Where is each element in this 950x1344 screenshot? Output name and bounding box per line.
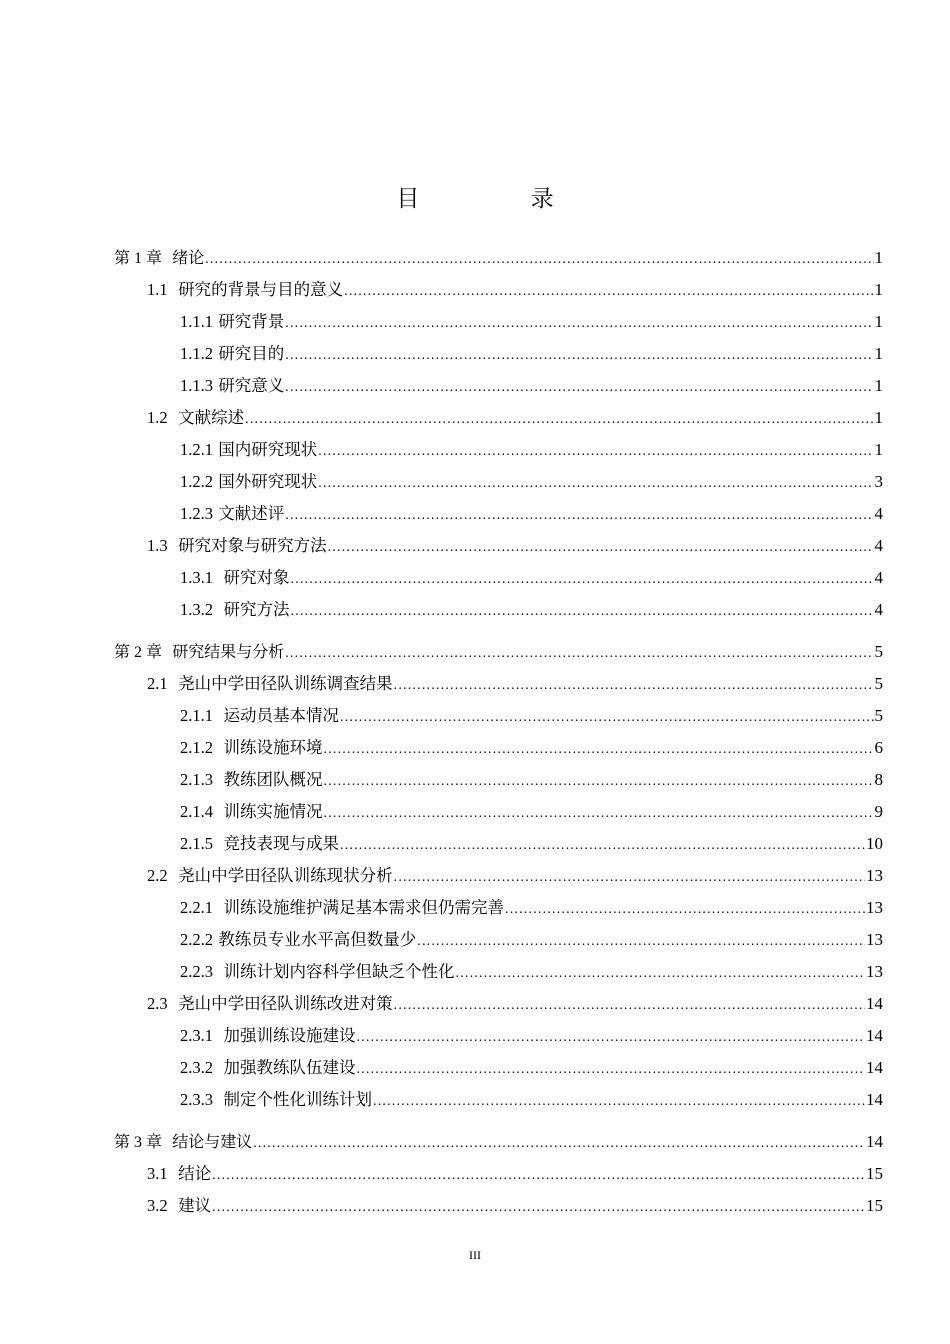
toc-entry-page: 1 (874, 312, 883, 331)
toc-entry[interactable] (114, 1158, 883, 1190)
toc-entry-page: 3 (874, 472, 883, 491)
toc-entry-page: 1 (874, 248, 883, 267)
toc-entry-label: 教练员专业水平高但数量少 (218, 930, 417, 949)
toc-leader-dots (285, 308, 873, 340)
toc-leader-dots (285, 340, 873, 372)
toc-entry-number: 1.1.2 (180, 344, 213, 363)
toc-entry-label: 教练团队概况 (223, 770, 323, 789)
toc-entry-separator (213, 600, 224, 619)
toc-leader-dots (373, 1086, 865, 1118)
toc-entry-number: 1.3.1 (180, 568, 213, 587)
toc-leader-dots (324, 734, 874, 766)
toc-entry-number: 第 2 章 (114, 644, 163, 661)
toc-leader-dots (417, 926, 865, 958)
toc-entry-separator (213, 898, 224, 917)
toc-leader-dots (357, 1022, 866, 1054)
toc-entry-label: 训练设施维护满足基本需求但仍需完善 (223, 898, 504, 917)
toc-entry-separator (213, 962, 224, 981)
toc-entry-number: 2.1.5 (180, 834, 213, 853)
toc-entry-page: 1 (874, 344, 883, 363)
toc-entry[interactable] (114, 1052, 883, 1084)
toc-leader-dots (205, 244, 873, 276)
toc-entry-separator (213, 1026, 224, 1045)
toc-entry-page: 10 (866, 834, 883, 853)
toc-entry-title (180, 466, 317, 498)
toc-entry-title (180, 924, 416, 956)
toc-entry-page: 4 (874, 600, 883, 619)
toc-entry[interactable] (114, 860, 883, 892)
toc-entry-number: 1.2 (147, 408, 168, 427)
toc-entry-title (180, 306, 284, 338)
toc-entry[interactable] (114, 988, 883, 1020)
toc-entry-number: 2.2 (147, 866, 168, 885)
toc-entry-separator (213, 568, 224, 587)
toc-entry-label: 运动员基本情况 (223, 706, 339, 725)
toc-entry-title (180, 700, 339, 732)
toc-leader-dots (340, 830, 865, 862)
toc-entry-title (147, 1158, 211, 1190)
toc-entry-number: 1.1.1 (180, 312, 213, 331)
toc-entry-number: 2.3 (147, 994, 168, 1013)
toc-entry-label: 结论 (178, 1164, 212, 1183)
toc-entry-title (180, 498, 284, 530)
toc-entry-number: 1.2.2 (180, 472, 213, 491)
toc-entry-page: 13 (866, 930, 883, 949)
toc-entry-separator (168, 866, 179, 885)
toc-entry-page: 4 (874, 536, 883, 555)
toc-entry-label: 训练设施环境 (223, 738, 323, 757)
toc-leader-dots (245, 404, 873, 436)
toc-entry-number: 第 1 章 (114, 250, 163, 267)
toc-entry-title (180, 956, 455, 988)
toc-entry-title (180, 892, 504, 924)
toc-entry[interactable] (114, 594, 883, 626)
toc-leader-dots (505, 894, 865, 926)
toc-leader-dots (324, 798, 874, 830)
toc-entry-separator (168, 408, 179, 427)
toc-entry-separator (213, 1090, 224, 1109)
toc-entry[interactable] (114, 828, 883, 860)
toc-entry-label: 文献述评 (218, 504, 285, 523)
toc-entry-title (114, 242, 204, 275)
toc-entry-number: 3.1 (147, 1164, 168, 1183)
toc-entry-number: 1.2.1 (180, 440, 213, 459)
toc-entry-title (180, 1020, 356, 1052)
toc-entry[interactable] (114, 370, 883, 402)
toc-leader-dots (285, 638, 873, 670)
toc-entry-label: 文献综述 (178, 408, 245, 427)
toc-entry[interactable] (114, 892, 883, 924)
toc-leader-dots (291, 564, 874, 596)
toc-entry[interactable] (114, 466, 883, 498)
toc-entry-page: 1 (874, 280, 883, 299)
toc-leader-dots (394, 670, 874, 702)
toc-entry[interactable] (114, 402, 883, 434)
toc-entry-title (147, 668, 393, 700)
toc-entry-number: 2.1.1 (180, 706, 213, 725)
toc-entry-title (180, 828, 339, 860)
toc-entry-label: 尧山中学田径队训练改进对策 (178, 994, 393, 1013)
toc-entry-separator (162, 1132, 172, 1151)
toc-entry-title (180, 338, 284, 370)
toc-entry-label: 加强教练队伍建设 (223, 1058, 356, 1077)
toc-entry-title (147, 1190, 211, 1222)
toc-leader-dots (253, 1128, 865, 1160)
toc-entry-page: 1 (874, 376, 883, 395)
toc-entry-number: 1.2.3 (180, 504, 213, 523)
toc-entry-page: 5 (874, 642, 883, 661)
toc-entry-page: 6 (874, 738, 883, 757)
toc-entry-number: 2.1.4 (180, 802, 213, 821)
table-of-contents (114, 242, 883, 1222)
toc-entry-separator (213, 770, 224, 789)
toc-entry-page: 15 (866, 1196, 883, 1215)
toc-entry-page: 5 (874, 674, 883, 693)
toc-entry-title (114, 636, 284, 669)
toc-leader-dots (357, 1054, 866, 1086)
toc-entry[interactable] (114, 732, 883, 764)
toc-entry-page: 13 (866, 962, 883, 981)
toc-entry-page: 4 (874, 504, 883, 523)
page-number: III (469, 1248, 481, 1262)
toc-entry[interactable] (114, 700, 883, 732)
toc-entry-page: 14 (866, 1132, 883, 1151)
toc-entry-page: 15 (866, 1164, 883, 1183)
toc-entry-label: 加强训练设施建设 (223, 1026, 356, 1045)
toc-entry-title (180, 732, 323, 764)
toc-leader-dots (394, 862, 865, 894)
toc-leader-dots (456, 958, 866, 990)
toc-entry-page: 13 (866, 898, 883, 917)
toc-entry-label: 国内研究现状 (218, 440, 318, 459)
toc-entry[interactable] (114, 306, 883, 338)
toc-entry[interactable] (114, 274, 883, 306)
toc-entry-label: 建议 (178, 1196, 212, 1215)
toc-entry-separator (168, 536, 179, 555)
toc-entry[interactable] (114, 242, 883, 274)
toc-leader-dots (324, 766, 874, 798)
toc-entry-title (180, 370, 284, 402)
toc-entry-separator (168, 280, 179, 299)
toc-entry-title (180, 796, 323, 828)
toc-entry[interactable] (114, 956, 883, 988)
toc-entry-title (180, 1084, 372, 1116)
toc-leader-dots (394, 990, 865, 1022)
toc-entry-number: 2.2.1 (180, 898, 213, 917)
toc-entry-label: 训练实施情况 (223, 802, 323, 821)
toc-entry[interactable] (114, 530, 883, 562)
toc-entry-title (147, 860, 393, 892)
toc-entry-number: 第 3 章 (114, 1134, 163, 1151)
toc-entry-separator (168, 674, 179, 693)
toc-entry-label: 研究意义 (218, 376, 285, 395)
toc-entry-separator (168, 1164, 179, 1183)
toc-entry-label: 研究的背景与目的意义 (178, 280, 344, 299)
toc-entry-number: 2.3.3 (180, 1090, 213, 1109)
toc-entry-label: 研究方法 (223, 600, 290, 619)
toc-leader-dots (285, 372, 873, 404)
toc-entry-page: 13 (866, 866, 883, 885)
toc-entry-title (180, 764, 323, 796)
toc-entry-number: 2.2.3 (180, 962, 213, 981)
toc-leader-dots (340, 702, 874, 734)
toc-entry-title (180, 1052, 356, 1084)
toc-entry[interactable] (114, 764, 883, 796)
toc-entry-title (114, 1126, 252, 1159)
toc-entry[interactable] (114, 1084, 883, 1116)
toc-entry-label: 研究背景 (218, 312, 285, 331)
toc-leader-dots (328, 532, 874, 564)
toc-entry-title (147, 988, 393, 1020)
toc-entry-number: 2.3.2 (180, 1058, 213, 1077)
toc-entry-separator (213, 1058, 224, 1077)
toc-entry-page: 9 (874, 802, 883, 821)
toc-entry-title (180, 562, 290, 594)
toc-entry[interactable] (114, 636, 883, 668)
toc-leader-dots (318, 468, 873, 500)
toc-leader-dots (212, 1192, 865, 1224)
toc-entry-label: 研究对象 (223, 568, 290, 587)
toc-entry-page: 5 (874, 706, 883, 725)
toc-entry[interactable] (114, 562, 883, 594)
toc-entry-separator (213, 706, 224, 725)
toc-leader-dots (285, 500, 873, 532)
toc-entry-separator (213, 738, 224, 757)
toc-entry-label: 尧山中学田径队训练调查结果 (178, 674, 393, 693)
toc-entry-separator (213, 802, 224, 821)
toc-entry-label: 结论与建议 (172, 1132, 253, 1151)
toc-entry-page: 14 (866, 994, 883, 1013)
toc-entry-label: 竞技表现与成果 (223, 834, 339, 853)
toc-entry-label: 国外研究现状 (218, 472, 318, 491)
toc-entry-label: 尧山中学田径队训练现状分析 (178, 866, 393, 885)
toc-entry-label: 研究结果与分析 (172, 642, 285, 661)
toc-entry-page: 1 (874, 408, 883, 427)
toc-entry-title (180, 594, 290, 626)
toc-leader-dots (212, 1160, 865, 1192)
toc-entry-page: 14 (866, 1090, 883, 1109)
toc-leader-dots (291, 596, 874, 628)
toc-entry[interactable] (114, 498, 883, 530)
toc-entry-number: 2.1 (147, 674, 168, 693)
toc-entry-separator (168, 994, 179, 1013)
toc-entry[interactable] (114, 924, 883, 956)
toc-entry[interactable] (114, 796, 883, 828)
toc-entry-title (180, 434, 317, 466)
toc-entry-label: 训练计划内容科学但缺乏个性化 (223, 962, 455, 981)
toc-entry[interactable] (114, 668, 883, 700)
toc-entry-title (147, 402, 244, 434)
toc-entry[interactable] (114, 1020, 883, 1052)
toc-entry-separator (168, 1196, 179, 1215)
toc-entry-number: 3.2 (147, 1196, 168, 1215)
toc-entry-page: 14 (866, 1058, 883, 1077)
toc-entry[interactable] (114, 1190, 883, 1222)
toc-entry-number: 2.3.1 (180, 1026, 213, 1045)
toc-entry-separator (213, 834, 224, 853)
toc-leader-dots (318, 436, 873, 468)
toc-entry-number: 1.1 (147, 280, 168, 299)
toc-entry-label: 绪论 (172, 248, 205, 267)
toc-entry-page: 1 (874, 440, 883, 459)
toc-entry-separator (162, 642, 172, 661)
toc-entry-label: 制定个性化训练计划 (223, 1090, 372, 1109)
toc-leader-dots (344, 276, 873, 308)
toc-entry-number: 2.1.3 (180, 770, 213, 789)
toc-entry-number: 2.2.2 (180, 930, 213, 949)
toc-entry[interactable] (114, 338, 883, 370)
toc-entry-number: 1.1.3 (180, 376, 213, 395)
toc-entry-label: 研究对象与研究方法 (178, 536, 327, 555)
toc-entry-number: 1.3 (147, 536, 168, 555)
toc-entry-page: 14 (866, 1026, 883, 1045)
toc-entry-number: 1.3.2 (180, 600, 213, 619)
toc-entry-page: 4 (874, 568, 883, 587)
page-title: 目 录 (396, 186, 606, 212)
toc-entry-title (147, 274, 343, 306)
toc-entry-number: 2.1.2 (180, 738, 213, 757)
toc-entry[interactable] (114, 434, 883, 466)
toc-entry[interactable] (114, 1126, 883, 1158)
toc-entry-title (147, 530, 327, 562)
toc-entry-separator (162, 248, 172, 267)
toc-entry-page: 8 (874, 770, 883, 789)
toc-entry-label: 研究目的 (218, 344, 285, 363)
